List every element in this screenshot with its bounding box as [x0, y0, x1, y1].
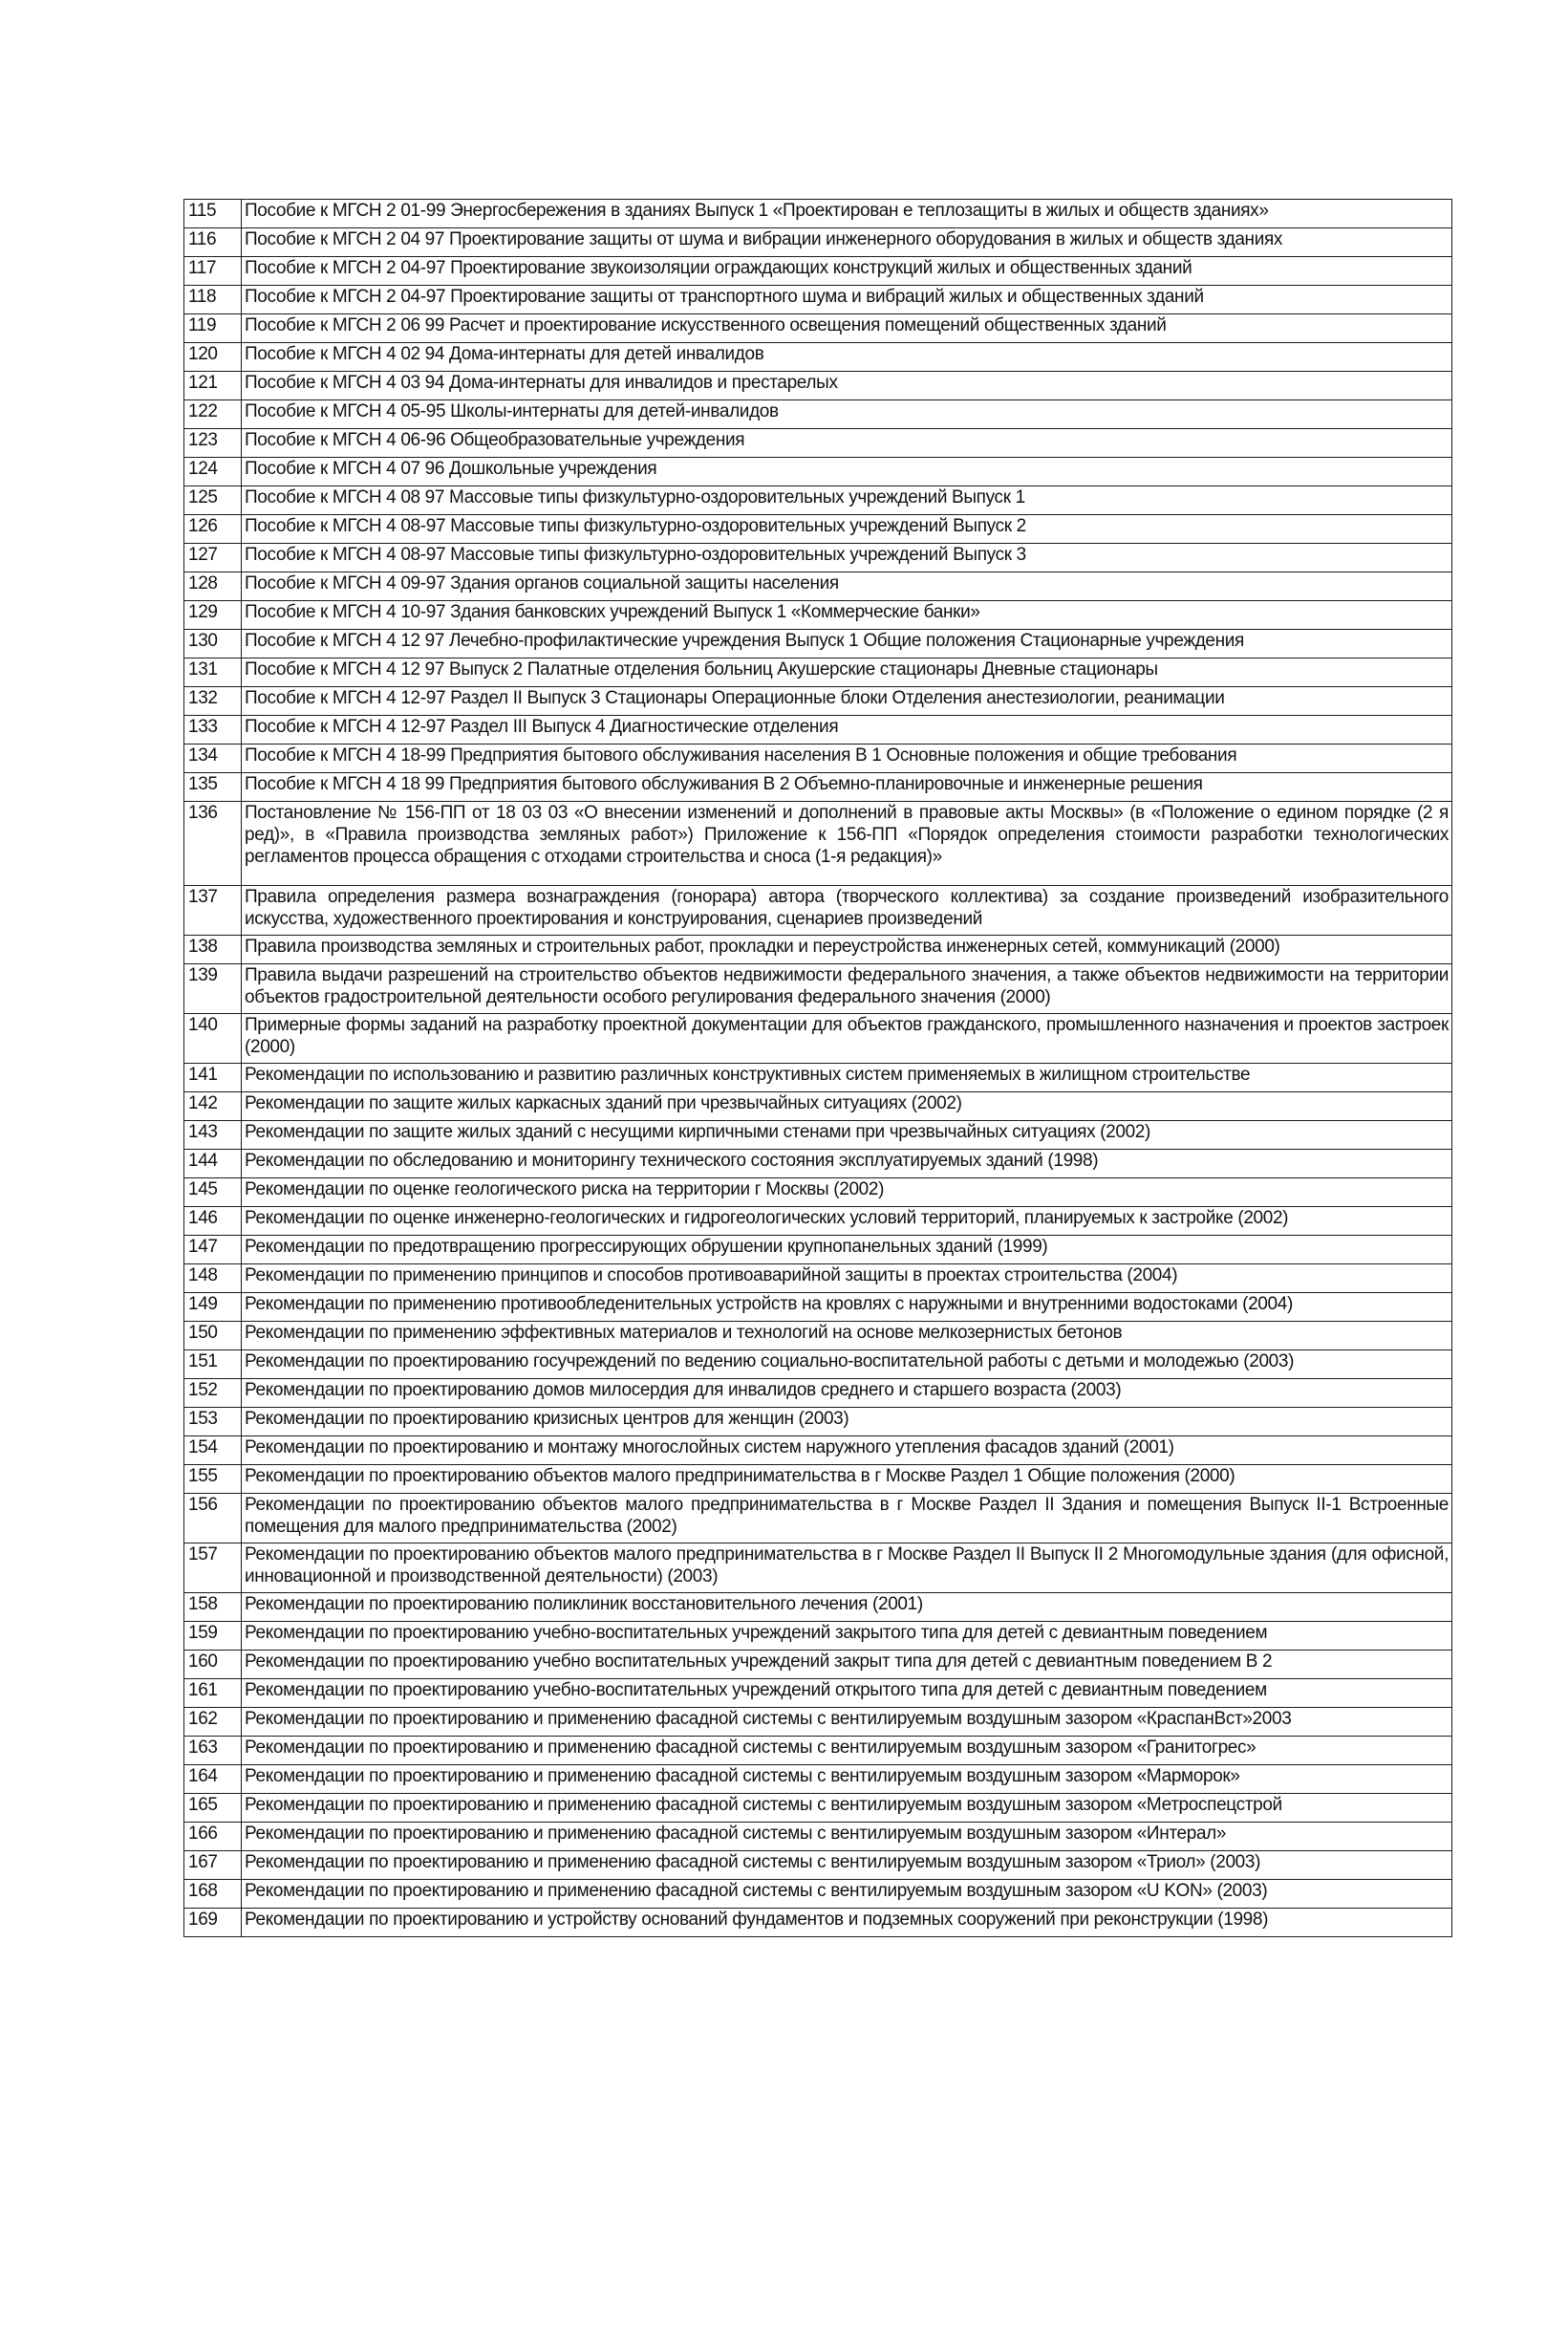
row-title: Рекомендации по проектированию учебно-воспитательных учреждений открытого типа для детей с девиантным поведением: [242, 1679, 1452, 1708]
table-row: [184, 314, 1452, 343]
table-row: [184, 372, 1452, 400]
row-number: 119: [184, 314, 242, 343]
row-number: 148: [184, 1264, 242, 1293]
row-title: Рекомендации по защите жилых зданий с несущими кирпичными стенами при чрезвычайных ситуациях (2002): [242, 1121, 1452, 1150]
row-number: 162: [184, 1708, 242, 1737]
row-title: Рекомендации по оценке инженерно-геологических и гидрогеологических условий территорий, планируемых к застройке (2002): [242, 1207, 1452, 1236]
table-row: [184, 687, 1452, 716]
table-row: [184, 601, 1452, 630]
row-number: 130: [184, 630, 242, 658]
row-number: 141: [184, 1064, 242, 1092]
table-row: [184, 429, 1452, 458]
table-row: [184, 257, 1452, 286]
row-title: Рекомендации по проектированию и применению фасадной системы с вентилируемым воздушным зазором «Метроспецстрой: [242, 1794, 1452, 1823]
table-row: [184, 458, 1452, 486]
row-number: 154: [184, 1436, 242, 1465]
row-title: Пособие к МГСН 2 04-97 Проектирование звукоизоляции ограждающих конструкций жилых и общественных зданий: [242, 257, 1452, 286]
row-title: Рекомендации по использованию и развитию различных конструктивных систем применяемых в жилищном строительстве: [242, 1064, 1452, 1092]
row-number: 127: [184, 544, 242, 572]
row-title: Рекомендации по проектированию и применению фасадной системы с вентилируемым воздушным зазором «U KON» (2003): [242, 1880, 1452, 1909]
table-row: [184, 964, 1452, 1014]
table-row: [184, 745, 1452, 773]
row-title: Рекомендации по проектированию и применению фасадной системы с вентилируемым воздушным зазором «Гранитогрес»: [242, 1737, 1452, 1765]
row-number: 166: [184, 1823, 242, 1851]
row-title: Рекомендации по применению противообледенительных устройств на кровлях с наружными и внутренними водостоками (2004): [242, 1293, 1452, 1322]
row-title: Рекомендации по защите жилых каркасных зданий при чрезвычайных ситуациях (2002): [242, 1092, 1452, 1121]
row-number: 150: [184, 1322, 242, 1350]
row-number: 143: [184, 1121, 242, 1150]
row-title: Рекомендации по проектированию госучреждений по ведению социально-воспитательной работы с детьми и молодежью (2003): [242, 1350, 1452, 1379]
row-number: 163: [184, 1737, 242, 1765]
row-number: 159: [184, 1622, 242, 1651]
table-body: [184, 200, 1452, 1937]
row-title: Примерные формы заданий на разработку проектной документации для объектов гражданского, промышленного назначения и проектов застроек (2000): [242, 1014, 1452, 1064]
table-row: [184, 572, 1452, 601]
row-title: Постановление № 156-ПП от 18 03 03 «О внесении изменений и дополнений в правовые акты Москвы» (в «Положение о едином порядке (2 я ред)», в «Правила производства земляных работ») Приложение к 156-ПП «Порядок определения стоимости разработки технологических регламентов процесса обращения с отходами строительства и сноса (1-я редакция)»: [242, 802, 1452, 886]
row-title: Рекомендации по проектированию и устройству оснований фундаментов и подземных сооружений при реконструкции (1998): [242, 1909, 1452, 1937]
row-title: Пособие к МГСН 4 10-97 Здания банковских учреждений Выпуск 1 «Коммерческие банки»: [242, 601, 1452, 630]
table-row: [184, 1379, 1452, 1408]
row-number: 117: [184, 257, 242, 286]
table-row: [184, 1909, 1452, 1937]
table-row: [184, 1121, 1452, 1150]
row-number: 149: [184, 1293, 242, 1322]
row-title: Пособие к МГСН 4 12 97 Выпуск 2 Палатные отделения больниц Акушерские стационары Дневные стационары: [242, 658, 1452, 687]
row-title: Пособие к МГСН 4 18-99 Предприятия бытового обслуживания населения В 1 Основные положения и общие требования: [242, 745, 1452, 773]
row-title: Пособие к МГСН 2 06 99 Расчет и проектирование искусственного освещения помещений общественных зданий: [242, 314, 1452, 343]
table-row: [184, 1064, 1452, 1092]
row-number: 134: [184, 745, 242, 773]
table-row: [184, 486, 1452, 515]
row-number: 118: [184, 286, 242, 314]
table-row: [184, 228, 1452, 257]
row-number: 125: [184, 486, 242, 515]
table-row: [184, 1178, 1452, 1207]
row-number: 132: [184, 687, 242, 716]
row-title: Рекомендации по проектированию объектов малого предпринимательства в г Москве Раздел II Здания и помещения Выпуск II-1 Встроенные помещения для малого предпринимательства (2002): [242, 1494, 1452, 1543]
row-title: Рекомендации по проектированию поликлиник восстановительного лечения (2001): [242, 1593, 1452, 1622]
row-title: Пособие к МГСН 2 04 97 Проектирование защиты от шума и вибрации инженерного оборудования в жилых и обществ зданиях: [242, 228, 1452, 257]
table-row: [184, 544, 1452, 572]
row-title: Рекомендации по проектированию и монтажу многослойных систем наружного утепления фасадов зданий (2001): [242, 1436, 1452, 1465]
table-row: [184, 1408, 1452, 1436]
row-number: 147: [184, 1236, 242, 1264]
row-number: 116: [184, 228, 242, 257]
table-row: [184, 1765, 1452, 1794]
row-title: Рекомендации по предотвращению прогрессирующих обрушении крупнопанельных зданий (1999): [242, 1236, 1452, 1264]
row-number: 129: [184, 601, 242, 630]
document-list-table: [183, 199, 1452, 1937]
row-number: 169: [184, 1909, 242, 1937]
row-title: Пособие к МГСН 4 08 97 Массовые типы физкультурно-оздоровительных учреждений Выпуск 1: [242, 486, 1452, 515]
table-row: [184, 1679, 1452, 1708]
table-row: [184, 1264, 1452, 1293]
row-number: 167: [184, 1851, 242, 1880]
row-number: 145: [184, 1178, 242, 1207]
row-title: Рекомендации по проектированию и применению фасадной системы с вентилируемым воздушным зазором «Марморок»: [242, 1765, 1452, 1794]
row-number: 140: [184, 1014, 242, 1064]
row-number: 152: [184, 1379, 242, 1408]
table-row: [184, 1494, 1452, 1543]
row-title: Рекомендации по применению принципов и способов противоаварийной защиты в проектах строительства (2004): [242, 1264, 1452, 1293]
table-row: [184, 658, 1452, 687]
row-title: Пособие к МГСН 4 12-97 Раздел II Выпуск 3 Стационары Операционные блоки Отделения анестезиологии, реанимации: [242, 687, 1452, 716]
row-title: Рекомендации по проектированию домов милосердия для инвалидов среднего и старшего возраста (2003): [242, 1379, 1452, 1408]
row-number: 144: [184, 1150, 242, 1178]
row-title: Рекомендации по проектированию кризисных центров для женщин (2003): [242, 1408, 1452, 1436]
row-number: 135: [184, 773, 242, 802]
table-row: [184, 1708, 1452, 1737]
row-number: 158: [184, 1593, 242, 1622]
row-number: 115: [184, 200, 242, 228]
row-title: Рекомендации по проектированию объектов малого предпринимательства в г Москве Раздел II Выпуск II 2 Многомодульные здания (для офисной, инновационной и производственной деятельности) (2003): [242, 1543, 1452, 1593]
table-row: [184, 802, 1452, 886]
row-number: 151: [184, 1350, 242, 1379]
row-title: Рекомендации по применению эффективных материалов и технологий на основе мелкозернистых бетонов: [242, 1322, 1452, 1350]
row-title: Пособие к МГСН 4 12-97 Раздел III Выпуск 4 Диагностические отделения: [242, 716, 1452, 745]
table-row: [184, 1465, 1452, 1494]
row-title: Правила определения размера вознаграждения (гонорара) автора (творческого коллектива) за создание произведений изобразительного искусства, художественного проектирования и конструирования, сценариев произведений: [242, 886, 1452, 936]
table-row: [184, 1236, 1452, 1264]
row-number: 168: [184, 1880, 242, 1909]
row-title: Пособие к МГСН 4 09-97 Здания органов социальной защиты населения: [242, 572, 1452, 601]
row-title: Правила выдачи разрешений на строительство объектов недвижимости федерального значения, а также объектов недвижимости на территории объектов градостроительной деятельности особого регулирования федерального значения (2000): [242, 964, 1452, 1014]
table-row: [184, 1322, 1452, 1350]
row-number: 157: [184, 1543, 242, 1593]
row-number: 122: [184, 400, 242, 429]
row-number: 138: [184, 936, 242, 964]
table-row: [184, 1014, 1452, 1064]
row-title: Пособие к МГСН 2 01-99 Энергосбережения в зданиях Выпуск 1 «Проектирован е теплозащиты в жилых и обществ зданиях»: [242, 200, 1452, 228]
row-title: Рекомендации по проектированию учебно-воспитательных учреждений закрытого типа для детей с девиантным поведением: [242, 1622, 1452, 1651]
row-title: Пособие к МГСН 4 18 99 Предприятия бытового обслуживания В 2 Объемно-планировочные и инженерные решения: [242, 773, 1452, 802]
row-number: 120: [184, 343, 242, 372]
row-title: Пособие к МГСН 2 04-97 Проектирование защиты от транспортного шума и вибраций жилых и общественных зданий: [242, 286, 1452, 314]
row-title: Пособие к МГСН 4 06-96 Общеобразовательные учреждения: [242, 429, 1452, 458]
row-title: Рекомендации по проектированию учебно воспитательных учреждений закрыт типа для детей с девиантным поведением В 2: [242, 1651, 1452, 1679]
row-number: 133: [184, 716, 242, 745]
table-row: [184, 1880, 1452, 1909]
table-row: [184, 1543, 1452, 1593]
table-row: [184, 773, 1452, 802]
table-row: [184, 1622, 1452, 1651]
table-row: [184, 343, 1452, 372]
row-number: 137: [184, 886, 242, 936]
row-number: 161: [184, 1679, 242, 1708]
row-number: 142: [184, 1092, 242, 1121]
table-row: [184, 630, 1452, 658]
row-number: 131: [184, 658, 242, 687]
row-number: 126: [184, 515, 242, 544]
row-title: Рекомендации по оценке геологического риска на территории г Москвы (2002): [242, 1178, 1452, 1207]
table-row: [184, 1350, 1452, 1379]
row-title: Рекомендации по проектированию объектов малого предпринимательства в г Москве Раздел 1 Общие положения (2000): [242, 1465, 1452, 1494]
row-title: Рекомендации по обследованию и мониторингу технического состояния эксплуатируемых зданий (1998): [242, 1150, 1452, 1178]
row-title: Пособие к МГСН 4 12 97 Лечебно-профилактические учреждения Выпуск 1 Общие положения Стационарные учреждения: [242, 630, 1452, 658]
row-number: 124: [184, 458, 242, 486]
row-title: Пособие к МГСН 4 02 94 Дома-интернаты для детей инвалидов: [242, 343, 1452, 372]
document-page: [183, 199, 1452, 1937]
table-row: [184, 1851, 1452, 1880]
row-number: 155: [184, 1465, 242, 1494]
table-row: [184, 1436, 1452, 1465]
row-title: Пособие к МГСН 4 07 96 Дошкольные учреждения: [242, 458, 1452, 486]
table-row: [184, 1737, 1452, 1765]
row-title: Рекомендации по проектированию и применению фасадной системы с вентилируемым воздушным зазором «КраспанВст»2003: [242, 1708, 1452, 1737]
row-number: 164: [184, 1765, 242, 1794]
row-title: Рекомендации по проектированию и применению фасадной системы с вентилируемым воздушным зазором «Триол» (2003): [242, 1851, 1452, 1880]
row-title: Рекомендации по проектированию и применению фасадной системы с вентилируемым воздушным зазором «Интерал»: [242, 1823, 1452, 1851]
row-number: 156: [184, 1494, 242, 1543]
row-number: 165: [184, 1794, 242, 1823]
table-row: [184, 286, 1452, 314]
row-number: 123: [184, 429, 242, 458]
row-title: Правила производства земляных и строительных работ, прокладки и переустройства инженерных сетей, коммуникаций (2000): [242, 936, 1452, 964]
table-row: [184, 1593, 1452, 1622]
table-row: [184, 515, 1452, 544]
table-row: [184, 716, 1452, 745]
table-row: [184, 400, 1452, 429]
table-row: [184, 1150, 1452, 1178]
table-row: [184, 936, 1452, 964]
row-title: Пособие к МГСН 4 03 94 Дома-интернаты для инвалидов и престарелых: [242, 372, 1452, 400]
table-row: [184, 200, 1452, 228]
row-number: 146: [184, 1207, 242, 1236]
row-number: 153: [184, 1408, 242, 1436]
row-title: Пособие к МГСН 4 05-95 Школы-интернаты для детей-инвалидов: [242, 400, 1452, 429]
row-number: 139: [184, 964, 242, 1014]
table-row: [184, 1794, 1452, 1823]
row-title: Пособие к МГСН 4 08-97 Массовые типы физкультурно-оздоровительных учреждений Выпуск 3: [242, 544, 1452, 572]
table-row: [184, 886, 1452, 936]
table-row: [184, 1207, 1452, 1236]
row-number: 121: [184, 372, 242, 400]
table-row: [184, 1293, 1452, 1322]
row-number: 128: [184, 572, 242, 601]
table-row: [184, 1092, 1452, 1121]
table-row: [184, 1651, 1452, 1679]
row-number: 160: [184, 1651, 242, 1679]
table-row: [184, 1823, 1452, 1851]
row-number: 136: [184, 802, 242, 886]
row-title: Пособие к МГСН 4 08-97 Массовые типы физкультурно-оздоровительных учреждений Выпуск 2: [242, 515, 1452, 544]
